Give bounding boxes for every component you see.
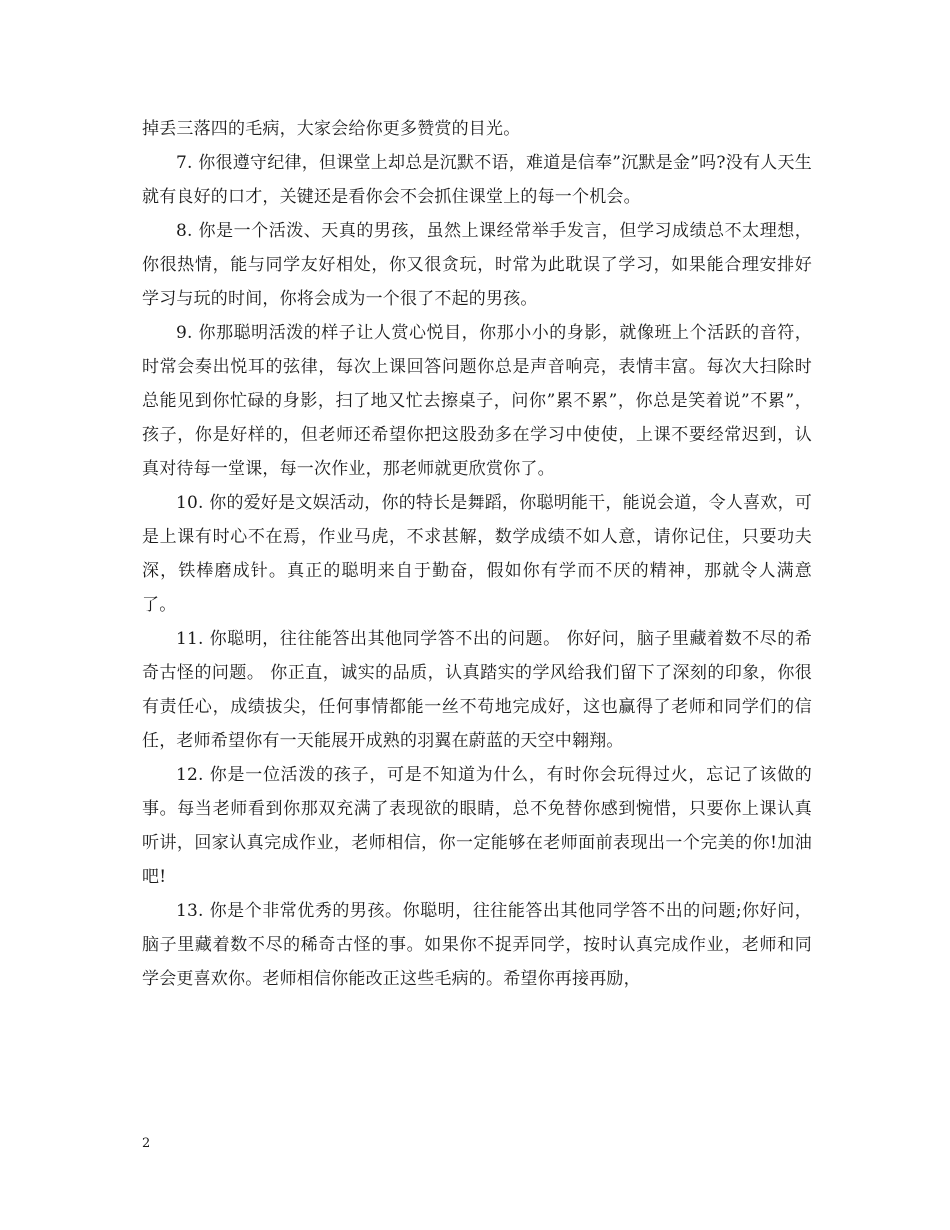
paragraph-comment-8: 8. 你是一个活泼、天真的男孩，虽然上课经常举手发言，但学习成绩总不太理想，你很热情，能与同学友好相处，你又很贪玩，时常为此耽误了学习，如果能合理安排好学习与玩的时间，你将会成为一个很了不起的男孩。	[142, 221, 812, 309]
paragraph-comment-7: 7. 你很遵守纪律，但课堂上却总是沉默不语，难道是信奉”沉默是金”吗?没有人天生就有良好的口才，关键还是看你会不会抓住课堂上的每一个机会。	[142, 153, 812, 207]
document-body	[142, 112, 812, 996]
paragraph-comment-10: 10. 你的爱好是文娱活动，你的特长是舞蹈，你聪明能干，能说会道，令人喜欢，可是上课有时心不在焉，作业马虎，不求甚解，数学成绩不如人意，请你记住，只要功夫深，铁棒磨成针。真正的聪明来自于勤奋，假如你有学而不厌的精神，那就令人满意了。	[142, 493, 812, 615]
paragraph-continuation: 掉丢三落四的毛病，大家会给你更多赞赏的目光。	[142, 119, 521, 139]
paragraph-comment-9: 9. 你那聪明活泼的样子让人赏心悦目，你那小小的身影，就像班上个活跃的音符，时常会奏出悦耳的弦律，每次上课回答问题你总是声音响亮，表情丰富。每次大扫除时总能见到你忙碌的身影，扫了地又忙去擦桌子，问你”累不累”，你总是笑着说”不累”，孩子，你是好样的，但老师还希望你把这股劲多在学习中使使，上课不要经常迟到，认真对待每一堂课，每一次作业，那老师就更欣赏你了。	[142, 323, 812, 479]
page-number: 2	[142, 1136, 151, 1151]
paragraph-comment-11: 11. 你聪明，往往能答出其他同学答不出的问题。 你好问，脑子里藏着数不尽的希奇古怪的问题。 你正直，诚实的品质，认真踏实的学风给我们留下了深刻的印象，你很有责任心，成绩拔尖，任何事情都能一丝不苟地完成好，这也赢得了老师和同学们的信任，老师希望你有一天能展开成熟的羽翼在蔚蓝的天空中翱翔。	[142, 629, 812, 751]
paragraph-comment-13: 13. 你是个非常优秀的男孩。你聪明，往往能答出其他同学答不出的问题;你好问，脑子里藏着数不尽的稀奇古怪的事。如果你不捉弄同学，按时认真完成作业，老师和同学会更喜欢你。老师相信你能改正这些毛病的。希望你再接再励，	[142, 901, 812, 989]
paragraph-comment-12: 12. 你是一位活泼的孩子，可是不知道为什么，有时你会玩得过火，忘记了该做的事。每当老师看到你那双充满了表现欲的眼睛，总不免替你感到惋惜，只要你上课认真听讲，回家认真完成作业，老师相信，你一定能够在老师面前表现出一个完美的你!加油吧!	[142, 765, 812, 887]
